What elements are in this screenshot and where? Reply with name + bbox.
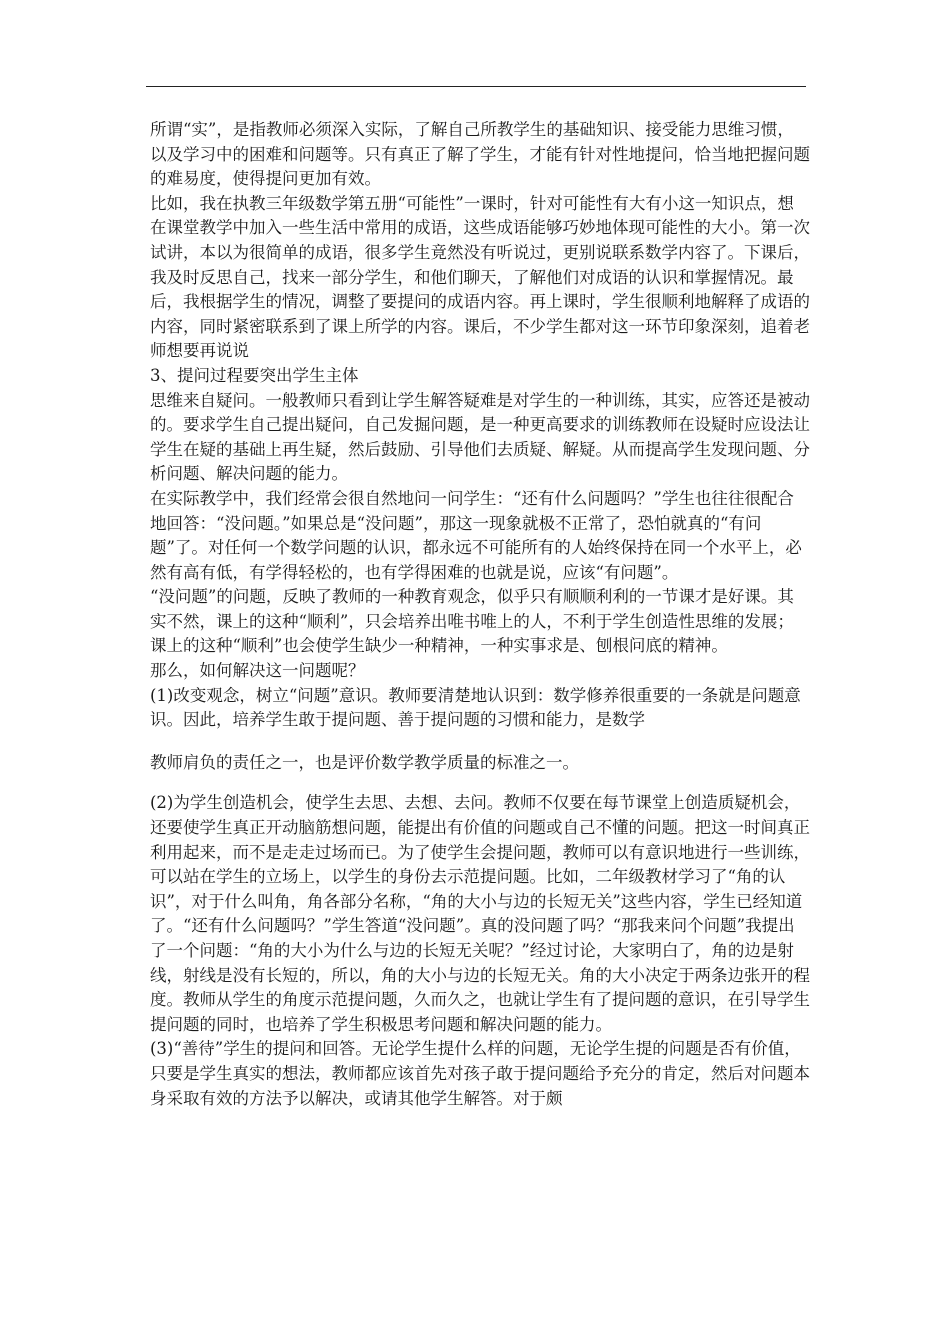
paragraph: 比如，我在执教三年级数学第五册“可能性”一课时，针对可能性有大有小这一知识点，想在课堂教学中加入一些生活中常用的成语，这些成语能够巧妙地体现可能性的大小。第一次试讲，本以为很简单的成语，很多学生竟然没有听说过，更别说联系数学内容了。下课后，我及时反思自己，找来一部分学生，和他们聊天，了解他们对成语的认识和掌握情况。最后，我根据学生的情况，调整了要提问的成语内容。再上课时，学生很顺利地解释了成语的内容，同时紧密联系到了课上所学的内容。课后，不少学生都对这一环节印象深刻，追着老师想要再说说: [150, 193, 810, 361]
paragraph: (1)改变观念，树立“问题”意识。教师要清楚地认识到：数学修养很重要的一条就是问题意识。因此，培养学生敢于提问题、善于提问题的习惯和能力，是数学: [150, 685, 801, 730]
paragraph: (2)为学生创造机会，使学生去思、去想、去问。教师不仅要在每节课堂上创造质疑机会，还要使学生真正开动脑筋想问题，能提出有价值的问题或自己不懂的问题。把这一时间真正利用起来，而不是走走过场而已。为了使学生会提问题，教师可以有意识地进行一些训练，可以站在学生的立场上，以学生的身份去示范提问题。比如，二年级教材学习了“角的认识”，对于什么叫角，角各部分名称，“角的大小与边的长短无关”这些内容，学生已经知道了。“还有什么问题吗？”学生答道“没问题”。真的没问题了吗？“那我来问个问题”我提出了一个问题：“角的大小为什么与边的长短无关呢？”经过讨论，大家明白了，角的边是射线，射线是没有长短的，所以，角的大小与边的长短无关。角的大小决定于两条边张开的程度。教师从学生的角度示范提问题，久而久之，也就让学生有了提问题的意识，在引导学生提问题的同时，也培养了学生积极思考问题和解决问题的能力。: [150, 793, 810, 1034]
body-text: [150, 118, 810, 1111]
section-heading: 3、提问过程要突出学生主体: [150, 365, 359, 385]
paragraph: 那么，如何解决这一问题呢？: [150, 661, 365, 681]
header-rule: [146, 86, 806, 87]
paragraph: 所谓“实”，是指教师必须深入实际，了解自己所教学生的基础知识、接受能力思维习惯，以及学习中的困难和问题等。只有真正了解了学生，才能有针对性地提问，恰当地把握问题的难易度，使得提问更加有效。: [150, 120, 810, 189]
paragraph: 思维来自疑问。一般教师只看到让学生解答疑难是对学生的一种训练，其实，应答还是被动的。要求学生自己提出疑问，自己发掘问题，是一种更高要求的训练教师在设疑时应设法让学生在疑的基础上再生疑，然后鼓励、引导他们去质疑、解疑。从而提高学生发现问题、分析问题、解决问题的能力。: [150, 390, 810, 484]
paragraph: “没问题”的问题，反映了教师的一种教育观念，似乎只有顺顺利利的一节课才是好课。其实不然，课上的这种“顺利”，只会培养出唯书唯上的人，不利于学生创造性思维的发展；课上的这种“顺利”也会使学生缺少一种精神，一种实事求是、刨根问底的精神。: [150, 587, 794, 656]
paragraph: 教师肩负的责任之一，也是评价数学教学质量的标准之一。: [150, 752, 579, 772]
paragraph: 在实际教学中，我们经常会很自然地问一问学生：“还有什么问题吗？”学生也往往很配合地回答：“没问题。”如果总是“没问题”，那这一现象就极不正常了，恐怕就真的“有问题”了。对任何一个数学问题的认识，都永远不可能所有的人始终保持在同一个水平上，必然有高有低，有学得轻松的，也有学得困难的也就是说，应该“有问题”。: [150, 488, 802, 582]
paragraph: (3)“善待”学生的提问和回答。无论学生提什么样的问题，无论学生提的问题是否有价值，只要是学生真实的想法，教师都应该首先对孩子敢于提问题给予充分的肯定，然后对问题本身采取有效的方法予以解决，或请其他学生解答。对于颇: [150, 1039, 810, 1108]
